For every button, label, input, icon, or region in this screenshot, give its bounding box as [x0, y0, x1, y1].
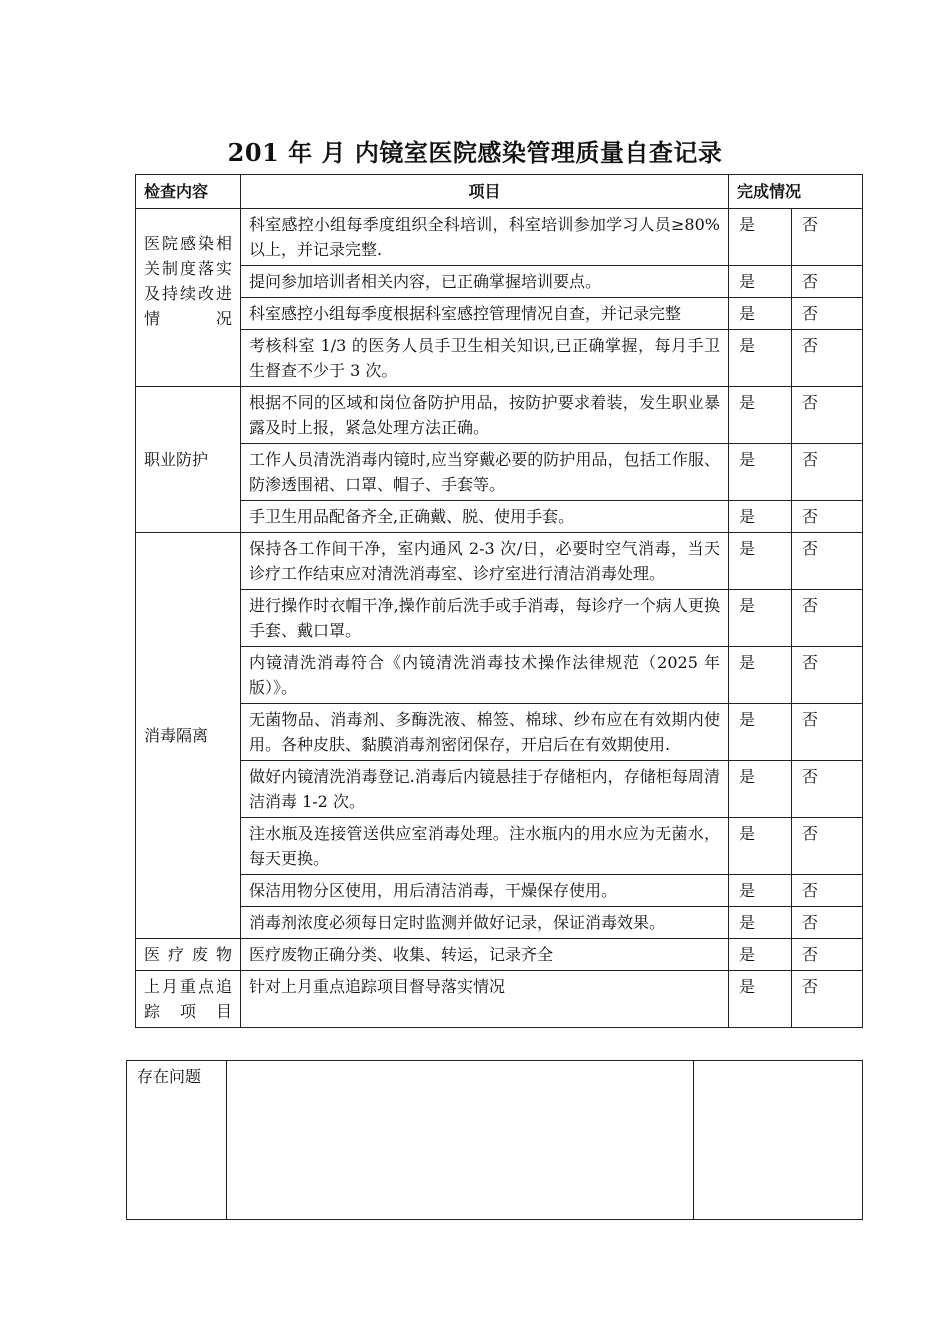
issues-extra-cell[interactable] — [694, 1061, 863, 1220]
item-cell: 内镜清洗消毒符合《内镜清洗消毒技术操作法律规范（2025 年版）》。 — [241, 647, 729, 704]
table-row — [136, 704, 863, 761]
header-status: 完成情况 — [729, 175, 863, 209]
item-cell: 针对上月重点追踪项目督导落实情况 — [241, 971, 729, 1028]
item-cell: 进行操作时衣帽干净,操作前后洗手或手消毒，每诊疗一个病人更换手套、戴口罩。 — [241, 590, 729, 647]
yes-option[interactable]: 是 — [729, 266, 792, 298]
no-option[interactable]: 否 — [792, 501, 863, 533]
issues-input-area[interactable] — [227, 1061, 694, 1220]
yes-option[interactable]: 是 — [729, 875, 792, 907]
yes-option[interactable]: 是 — [729, 939, 792, 971]
yes-option[interactable]: 是 — [729, 761, 792, 818]
table-row — [136, 590, 863, 647]
table-body — [136, 209, 863, 1028]
yes-option[interactable]: 是 — [729, 298, 792, 330]
item-cell: 医疗废物正确分类、收集、转运，记录齐全 — [241, 939, 729, 971]
table-row — [136, 330, 863, 387]
category-cell: 上月重点追踪项目 — [136, 971, 241, 1028]
no-option[interactable]: 否 — [792, 647, 863, 704]
yes-option[interactable]: 是 — [729, 533, 792, 590]
item-cell: 工作人员清洗消毒内镜时,应当穿戴必要的防护用品，包括工作服、防渗透围裙、口罩、帽子、手套等。 — [241, 444, 729, 501]
table-row — [136, 266, 863, 298]
table-row — [136, 298, 863, 330]
yes-option[interactable]: 是 — [729, 704, 792, 761]
item-cell: 提问参加培训者相关内容，已正确掌握培训要点。 — [241, 266, 729, 298]
page-title: 201 年 月 内镜室医院感染管理质量自查记录 — [227, 138, 723, 167]
item-cell: 注水瓶及连接管送供应室消毒处理。注水瓶内的用水应为无菌水，每天更换。 — [241, 818, 729, 875]
yes-option[interactable]: 是 — [729, 647, 792, 704]
category-cell: 消毒隔离 — [136, 533, 241, 939]
item-cell: 无菌物品、消毒剂、多酶洗液、棉签、棉球、纱布应在有效期内使用。各种皮肤、黏膜消毒剂密闭保存，开启后在有效期使用. — [241, 704, 729, 761]
item-cell: 根据不同的区域和岗位备防护用品，按防护要求着装，发生职业暴露及时上报，紧急处理方法正确。 — [241, 387, 729, 444]
no-option[interactable]: 否 — [792, 266, 863, 298]
no-option[interactable]: 否 — [792, 761, 863, 818]
table-row — [136, 761, 863, 818]
header-item: 项目 — [241, 175, 729, 209]
no-option[interactable]: 否 — [792, 387, 863, 444]
no-option[interactable]: 否 — [792, 444, 863, 501]
table-row — [136, 647, 863, 704]
no-option[interactable]: 否 — [792, 209, 863, 266]
no-option[interactable]: 否 — [792, 533, 863, 590]
issues-row — [127, 1061, 863, 1220]
issues-label: 存在问题 — [127, 1061, 227, 1220]
self-check-table — [135, 174, 863, 1028]
item-cell: 消毒剂浓度必须每日定时监测并做好记录，保证消毒效果。 — [241, 907, 729, 939]
yes-option[interactable]: 是 — [729, 907, 792, 939]
table-row — [136, 939, 863, 971]
table-row — [136, 444, 863, 501]
no-option[interactable]: 否 — [792, 704, 863, 761]
category-cell: 医疗废物 — [136, 939, 241, 971]
no-option[interactable]: 否 — [792, 298, 863, 330]
yes-option[interactable]: 是 — [729, 209, 792, 266]
category-cell: 医院感染相关制度落实及持续改进情况 — [136, 209, 241, 387]
no-option[interactable]: 否 — [792, 590, 863, 647]
item-cell: 考核科室 1/3 的医务人员手卫生相关知识,已正确掌握，每月手卫生督查不少于 3 次。 — [241, 330, 729, 387]
item-cell: 手卫生用品配备齐全,正确戴、脱、使用手套。 — [241, 501, 729, 533]
item-cell: 科室感控小组每季度根据科室感控管理情况自查，并记录完整 — [241, 298, 729, 330]
yes-option[interactable]: 是 — [729, 330, 792, 387]
table-row — [136, 387, 863, 444]
table-row — [136, 501, 863, 533]
yes-option[interactable]: 是 — [729, 444, 792, 501]
yes-option[interactable]: 是 — [729, 971, 792, 1028]
no-option[interactable]: 否 — [792, 939, 863, 971]
yes-option[interactable]: 是 — [729, 590, 792, 647]
no-option[interactable]: 否 — [792, 875, 863, 907]
yes-option[interactable]: 是 — [729, 501, 792, 533]
item-cell: 保持各工作间干净，室内通风 2-3 次/日，必要时空气消毒，当天诊疗工作结束应对清洗消毒室、诊疗室进行清洁消毒处理。 — [241, 533, 729, 590]
table-row — [136, 907, 863, 939]
no-option[interactable]: 否 — [792, 971, 863, 1028]
table-row — [136, 818, 863, 875]
table-row — [136, 971, 863, 1028]
item-cell: 做好内镜清洗消毒登记.消毒后内镜悬挂于存储柜内，存储柜每周清洁消毒 1-2 次。 — [241, 761, 729, 818]
issues-table — [126, 1060, 863, 1220]
category-cell: 职业防护 — [136, 387, 241, 533]
table-row — [136, 533, 863, 590]
item-cell: 科室感控小组每季度组织全科培训，科室培训参加学习人员≥80%以上，并记录完整. — [241, 209, 729, 266]
item-cell: 保洁用物分区使用，用后清洁消毒，干燥保存使用。 — [241, 875, 729, 907]
no-option[interactable]: 否 — [792, 818, 863, 875]
table-row — [136, 875, 863, 907]
no-option[interactable]: 否 — [792, 330, 863, 387]
no-option[interactable]: 否 — [792, 907, 863, 939]
table-header-row — [136, 175, 863, 209]
table-row — [136, 209, 863, 266]
header-content: 检查内容 — [136, 175, 241, 209]
yes-option[interactable]: 是 — [729, 818, 792, 875]
yes-option[interactable]: 是 — [729, 387, 792, 444]
